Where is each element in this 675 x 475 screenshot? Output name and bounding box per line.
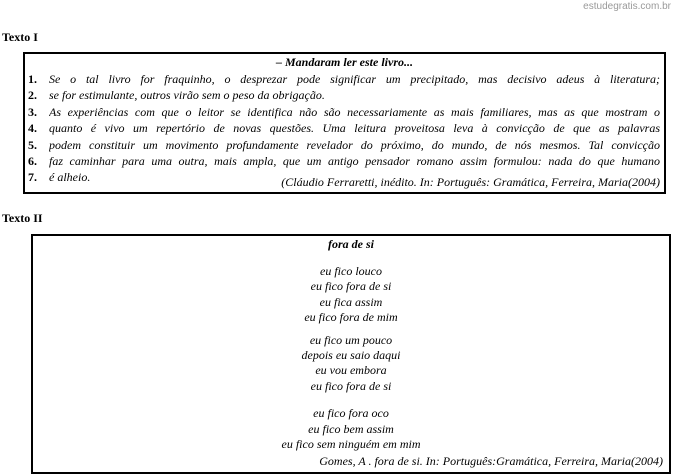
line-text: é alheio. xyxy=(49,170,91,185)
texto2-source: Gomes, A . fora de si. In: Português:Gramática, Ferreira, Maria(2004) xyxy=(319,454,663,468)
poem-line: eu fico fora oco xyxy=(313,406,389,421)
line-text: As experiências com que o leitor se identifica não são necessariamente as mais familiares, mas as que mostram o xyxy=(49,104,660,119)
stanza xyxy=(33,406,669,452)
line-text: podem constituir um movimento profundamente revelador do próximo, do mundo, de nós mesmos. Tal convicção xyxy=(49,137,660,152)
texto1-label: Texto I xyxy=(2,30,38,44)
poem-line: eu fica assim xyxy=(319,294,383,309)
poem-line: eu fico fora de si xyxy=(310,378,392,393)
line-number: 2. xyxy=(28,88,37,103)
text-line xyxy=(25,153,664,169)
texto1-title: – Mandaram ler este livro... xyxy=(276,55,413,69)
texto1-source: (Cláudio Ferraretti, inédito. In: Português: Gramática, Ferreira, Maria(2004) xyxy=(281,175,660,189)
line-text: Se o tal livro for fraquinho, o desprezar pode significar um precipitado, mas decisivo adeus à literatura; xyxy=(49,72,660,86)
text-line xyxy=(25,137,664,153)
poem-line: eu fico louco xyxy=(320,264,382,278)
watermark: estudegratis.com.br xyxy=(583,1,671,12)
poem-line: eu fico fora de mim xyxy=(304,310,398,325)
text-line xyxy=(25,120,664,136)
line-text: se for estimulante, outros virão sem o peso da obrigação. xyxy=(49,88,325,103)
line-number: 7. xyxy=(28,170,37,185)
poem-line: depois eu saio daqui xyxy=(301,348,401,363)
poem-title: fora de si xyxy=(328,237,374,251)
line-number: 4. xyxy=(28,121,37,136)
text-line xyxy=(25,104,664,120)
texto2-box xyxy=(31,234,671,474)
text-line xyxy=(25,87,664,103)
text-line xyxy=(25,71,664,87)
poem-line: eu fico sem ninguém em mim xyxy=(281,437,421,452)
texto1-lines xyxy=(25,71,664,186)
poem-line: eu fico um pouco xyxy=(309,332,393,347)
poem-line: eu fico bem assim xyxy=(308,421,394,436)
poem-line: eu vou embora xyxy=(315,363,387,378)
poem-line: eu fico fora de si xyxy=(310,279,392,294)
texto2-label: Texto II xyxy=(2,211,43,225)
texto1-box xyxy=(23,52,666,194)
line-number: 1. xyxy=(28,72,37,86)
line-text: faz caminhar para uma outra, mais ampla, que um antigo pensador romano assim formulou: nada do que humano xyxy=(49,153,660,168)
line-number: 6. xyxy=(28,153,37,168)
line-number: 3. xyxy=(28,104,37,119)
line-text: quanto é vivo um repertório de novas questões. Uma leitura proveitosa leva à convicção de que as palavras xyxy=(49,121,660,136)
stanza xyxy=(33,333,669,395)
poem-stanzas xyxy=(33,264,669,452)
line-number: 5. xyxy=(28,137,37,152)
stanza xyxy=(33,264,669,326)
